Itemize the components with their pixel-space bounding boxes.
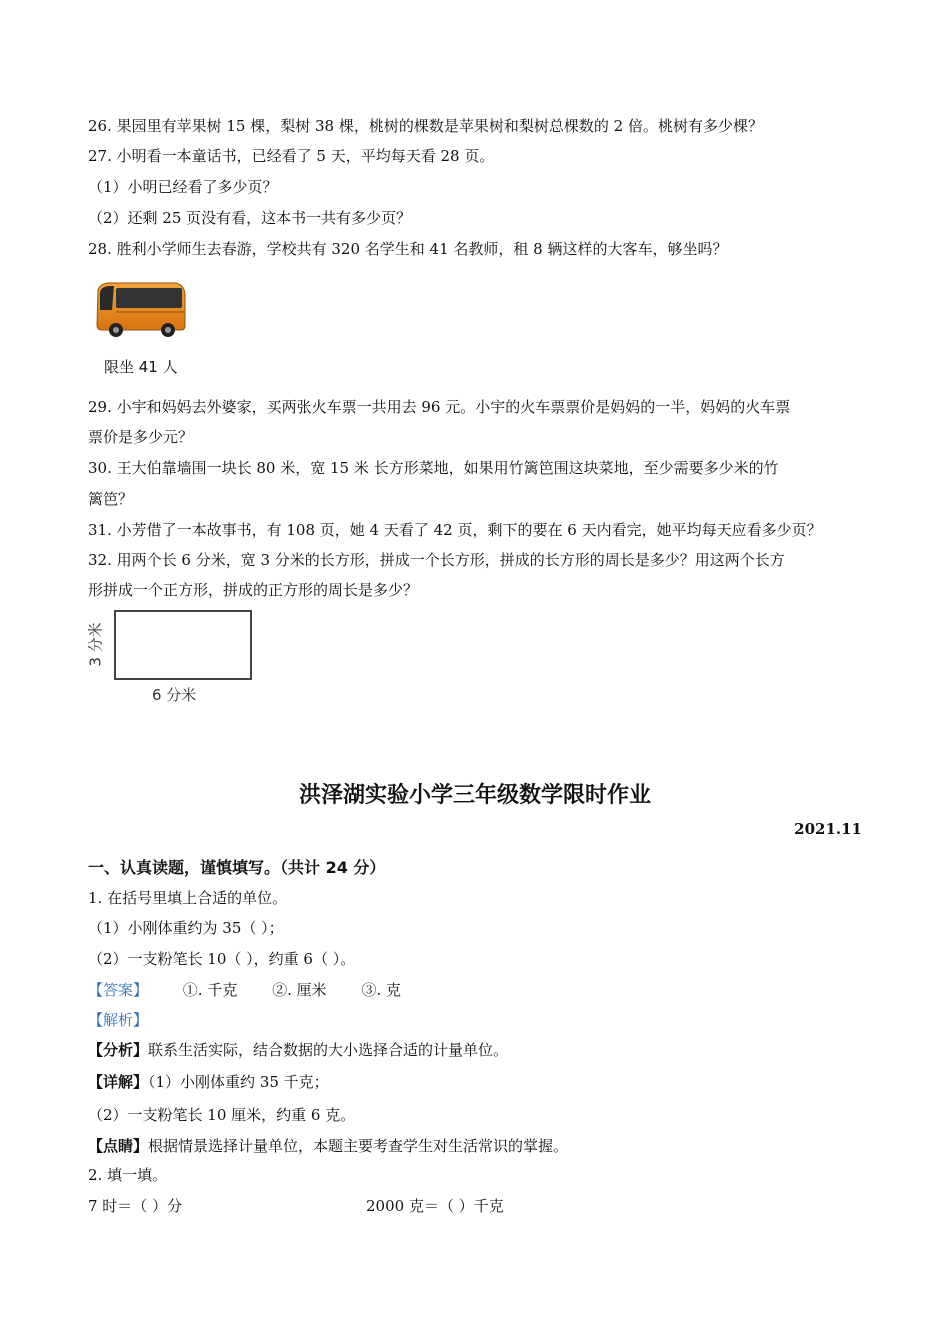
answer-3: ③. 克 — [361, 981, 401, 999]
rectangle-width-label: 3 分米 — [86, 622, 105, 667]
q2-left: 7 时＝（ ）分 — [88, 1197, 183, 1215]
document-date: 2021.11 — [794, 820, 862, 838]
xiangjie-label: 【详解】 — [88, 1073, 149, 1091]
question-28: 28. 胜利小学师生去春游，学校共有 320 名学生和 41 名教师，租 8 辆这样的大客车，够坐吗？ — [88, 240, 728, 258]
rectangle-length-label: 6 分米 — [152, 686, 197, 704]
dianjing-label: 【点睛】 — [88, 1137, 149, 1155]
bus-capacity-caption: 限坐 41 人 — [104, 358, 178, 376]
q1-stem: 1. 在括号里填上合适的单位。 — [88, 889, 288, 907]
question-31: 31. 小芳借了一本故事书，有 108 页，她 4 天看了 42 页，剩下的要在 6 天内看完，她平均每天应看多少页？ — [88, 521, 822, 539]
section-heading: 一、认真读题，谨慎填写。（共计 24 分） — [88, 858, 386, 877]
dianjing-text: 根据情景选择计量单位，本题主要考查学生对生活常识的掌握。 — [148, 1137, 569, 1155]
fenxi-label: 【分析】 — [88, 1041, 149, 1059]
bus-windshield — [100, 286, 114, 310]
question-27: 27. 小明看一本童话书，已经看了 5 天，平均每天看 28 页。 — [88, 147, 495, 165]
question-27-part-1: （1）小明已经看了多少页？ — [88, 178, 278, 196]
page-title: 洪泽湖实验小学三年级数学限时作业 — [298, 783, 651, 808]
answer-2: ②. 厘米 — [272, 981, 327, 999]
q1-part-1: （1）小刚体重约为 35（ ）； — [88, 919, 284, 937]
fenxi-text: 联系生活实际，结合数据的大小选择合适的计量单位。 — [148, 1041, 509, 1059]
question-27-part-2: （2）还剩 25 页没有看，这本书一共有多少页？ — [88, 209, 412, 227]
bus-windows — [116, 288, 182, 308]
xiangjie-text: （1）小刚体重约 35 千克； — [148, 1073, 329, 1091]
question-30-line-2: 篱笆？ — [88, 490, 134, 508]
dianjing-row — [88, 1136, 568, 1156]
bus-illustration — [94, 280, 188, 338]
q2-right: 2000 克＝（ ）千克 — [366, 1197, 504, 1215]
question-32-line-2: 形拼成一个正方形，拼成的正方形的周长是多少？ — [88, 581, 419, 599]
question-29-line-2: 票价是多少元？ — [88, 428, 194, 446]
fenxi-row — [88, 1040, 508, 1060]
xiangjie-row — [88, 1072, 329, 1092]
rectangle-diagram — [114, 610, 252, 680]
answer-1: ①. 千克 — [182, 981, 238, 999]
question-29-line-1: 29. 小宇和妈妈去外婆家，买两张火车票一共用去 96 元。小宇的火车票票价是妈妈的一半，妈妈的火车票 — [88, 398, 791, 416]
q1-answer-row — [88, 980, 401, 1000]
question-26: 26. 果园里有苹果树 15 棵，梨树 38 棵，桃树的棵数是苹果树和梨树总棵数的 2 倍。桃树有多少棵？ — [88, 117, 763, 135]
q2-stem: 2. 填一填。 — [88, 1166, 168, 1184]
answer-label: 【答案】 — [88, 981, 149, 999]
xiangjie-row-2: （2）一支粉笔长 10 厘米，约重 6 克。 — [88, 1106, 356, 1124]
question-32-line-1: 32. 用两个长 6 分米，宽 3 分米的长方形，拼成一个长方形，拼成的长方形的周长是多少？用这两个长方 — [88, 551, 785, 569]
analysis-label: 【解析】 — [88, 1011, 149, 1029]
q1-part-2: （2）一支粉笔长 10（ ），约重 6（ ）。 — [88, 950, 356, 968]
question-30-line-1: 30. 王大伯靠墙围一块长 80 米，宽 15 米 长方形菜地，如果用竹篱笆围这块菜地，至少需要多少米的竹 — [88, 459, 779, 477]
